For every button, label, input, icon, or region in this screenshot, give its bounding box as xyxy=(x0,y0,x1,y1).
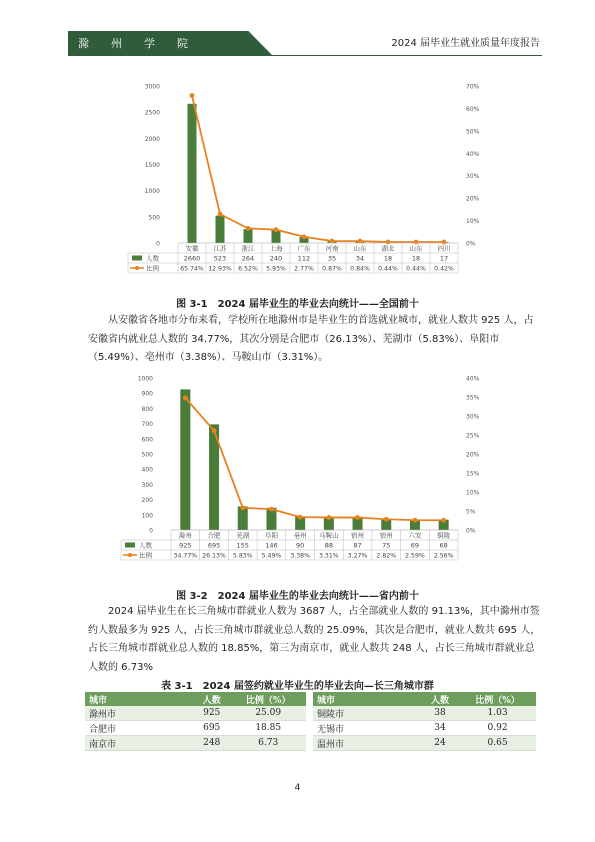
cell: 0.92 xyxy=(459,721,536,736)
ratio-point xyxy=(269,507,274,512)
y-right-tick-label: 30% xyxy=(466,173,480,181)
y-left-tick-label: 600 xyxy=(141,436,153,444)
y-left-tick-label: 0 xyxy=(156,240,160,248)
cell: 铜陵市 xyxy=(313,706,421,721)
ratio-data-label: 26.13% xyxy=(202,552,226,560)
ratio-data-label: 65.74% xyxy=(180,265,204,273)
y-right-tick-label: 0% xyxy=(466,527,476,535)
ratio-point xyxy=(441,518,446,523)
paragraph-anhui-distribution: 从安徽省各地市分布来看，学校所在地滁州市是毕业生的首选就业城市，就业人数共 925 人，占安徽省内就业总人数的 34.77%，其次分别是合肥市（26.13%）、芜湖市（5.83%）、阜阳市（5.49%）、亳州市（3.38%）、马鞍山市（3.31%）。 xyxy=(88,315,534,363)
ratio-data-label: 3.38% xyxy=(290,552,310,560)
page-number: 4 xyxy=(294,783,301,793)
y-left-tick-label: 1000 xyxy=(137,375,153,383)
category-label: 马鞍山 xyxy=(319,531,339,540)
ratio-data-label: 12.93% xyxy=(208,265,232,273)
count-data-label: 18 xyxy=(383,254,393,263)
y-left-tick-label: 500 xyxy=(148,214,160,222)
y-left-tick-label: 2000 xyxy=(144,135,160,143)
cell: 1.03 xyxy=(459,706,536,721)
count-data-label: 2660 xyxy=(183,254,201,263)
y-left-tick-label: 1000 xyxy=(144,188,160,196)
cell: 695 xyxy=(193,721,230,736)
category-label: 山东 xyxy=(409,244,423,253)
ratio-point xyxy=(355,515,360,520)
category-label: 滁州 xyxy=(178,531,192,540)
col-ratio: 比例（%） xyxy=(230,692,306,706)
y-right-tick-label: 10% xyxy=(466,218,480,226)
y-left-tick-label: 3000 xyxy=(144,83,160,91)
legend-ratio-label: 比例 xyxy=(139,551,152,560)
y-right-tick-label: 15% xyxy=(466,470,480,478)
cell: 18.85 xyxy=(230,721,306,736)
ratio-data-label: 5.83% xyxy=(232,552,253,560)
cell: 无锡市 xyxy=(313,721,421,736)
y-right-tick-label: 20% xyxy=(466,195,480,203)
ratio-data-label: 0.42% xyxy=(434,265,454,273)
table-row xyxy=(313,736,536,751)
y-left-tick-label: 100 xyxy=(141,512,153,520)
table-row xyxy=(313,706,536,721)
figure-3-1-caption: 图 3-1 2024 届毕业生的毕业去向统计——全国前十 xyxy=(176,299,419,310)
ratio-line xyxy=(185,398,443,520)
y-right-tick-label: 40% xyxy=(466,375,480,383)
cell: 38 xyxy=(421,706,459,721)
ratio-data-label: 0.44% xyxy=(378,265,398,273)
count-data-label: 240 xyxy=(269,254,283,263)
y-right-tick-label: 40% xyxy=(466,150,480,158)
cell: 24 xyxy=(421,736,459,751)
legend-count-label: 人数 xyxy=(146,254,159,263)
category-label: 浙江 xyxy=(241,244,255,253)
ratio-data-label: 0.87% xyxy=(322,265,342,273)
y-left-tick-label: 400 xyxy=(141,466,153,474)
count-data-label: 75 xyxy=(382,541,391,550)
col-city: 城市 xyxy=(313,692,421,706)
count-data-label: 264 xyxy=(241,254,255,263)
y-left-tick-label: 300 xyxy=(141,481,153,489)
table-row xyxy=(313,721,536,736)
category-label: 江苏 xyxy=(213,244,227,253)
y-left-tick-label: 0 xyxy=(149,527,153,535)
col-ratio: 比例（%） xyxy=(459,692,536,706)
y-right-tick-label: 60% xyxy=(466,105,480,113)
legend-ratio-marker xyxy=(128,553,132,557)
school-name: 滁州学院 xyxy=(78,37,210,50)
category-label: 湖北 xyxy=(381,244,395,253)
ratio-data-label: 5.49% xyxy=(261,552,282,560)
category-label: 宿州 xyxy=(379,531,393,540)
count-data-label: 146 xyxy=(265,541,278,550)
y-right-tick-label: 10% xyxy=(466,489,480,497)
table-3-1-caption: 表 3-1 2024 届签约就业毕业生的毕业去向—长三角城市群 xyxy=(161,681,434,692)
ratio-data-label: 2.59% xyxy=(405,552,425,560)
category-label: 阜阳 xyxy=(264,531,278,540)
table-row xyxy=(85,706,306,721)
col-count: 人数 xyxy=(193,692,230,706)
paragraph-yangtze-delta: 2024 届毕业生在长三角城市群就业人数为 3687 人，占全部就业人数的 91.13%，其中滁州市签约人数最多为 925 人，占长三角城市群就业总人数的 25.09%，其次是合肥市，就业人数共 695 人，占长三角城市群就业总人数的 18.85%，第三为南京市，就业人数共 248 人，占长三角城市群就业总人数的 6.73% xyxy=(88,606,541,673)
ratio-point xyxy=(298,515,303,520)
ratio-data-label: 5.93% xyxy=(266,265,286,273)
legend-count-label: 人数 xyxy=(139,541,152,550)
category-label: 六安 xyxy=(408,531,422,540)
col-city: 城市 xyxy=(85,692,193,706)
y-right-tick-label: 30% xyxy=(466,413,480,421)
count-data-label: 17 xyxy=(439,254,449,263)
bar xyxy=(180,389,190,530)
y-right-tick-label: 35% xyxy=(466,394,480,402)
count-data-label: 69 xyxy=(410,541,420,550)
category-label: 山东 xyxy=(353,244,367,253)
category-label: 河南 xyxy=(325,244,339,253)
cell: 248 xyxy=(193,736,230,751)
y-left-tick-label: 700 xyxy=(141,421,153,429)
ratio-data-label: 6.52% xyxy=(238,265,258,273)
count-data-label: 112 xyxy=(297,254,311,263)
report-title: 2024 届毕业生就业质量年度报告 xyxy=(391,38,540,49)
ratio-point xyxy=(240,505,245,510)
count-data-label: 523 xyxy=(213,254,227,263)
category-label: 广东 xyxy=(297,244,311,253)
ratio-data-label: 3.27% xyxy=(347,552,368,560)
count-data-label: 35 xyxy=(327,254,337,263)
cell: 滁州市 xyxy=(85,706,193,721)
category-label: 上海 xyxy=(269,244,283,253)
category-label: 合肥 xyxy=(207,531,221,540)
y-left-tick-label: 900 xyxy=(141,390,153,398)
cell: 25.09 xyxy=(230,706,306,721)
ratio-data-label: 0.44% xyxy=(406,265,426,273)
y-left-tick-label: 2500 xyxy=(144,109,160,117)
count-data-label: 88 xyxy=(324,541,333,550)
category-label: 铜陵 xyxy=(437,531,451,540)
ratio-data-label: 34.77% xyxy=(173,552,198,560)
count-data-label: 90 xyxy=(296,541,305,550)
legend-count-swatch xyxy=(125,543,135,548)
category-label: 四川 xyxy=(437,244,451,253)
y-left-tick-label: 500 xyxy=(141,451,153,459)
category-label: 宿州 xyxy=(351,531,365,540)
col-count: 人数 xyxy=(421,692,459,706)
ratio-point xyxy=(212,428,217,433)
y-right-tick-label: 0% xyxy=(466,240,476,248)
y-left-tick-label: 1500 xyxy=(144,162,160,169)
cell: 0.65 xyxy=(459,736,536,751)
y-right-tick-label: 5% xyxy=(466,508,476,516)
cell: 南京市 xyxy=(85,736,193,751)
ratio-data-label: 2.56% xyxy=(433,552,454,560)
legend-ratio-label: 比例 xyxy=(146,264,159,273)
count-data-label: 34 xyxy=(355,254,365,263)
count-data-label: 155 xyxy=(236,541,249,550)
table-row xyxy=(85,736,306,751)
ratio-point xyxy=(413,518,418,523)
cell: 合肥市 xyxy=(85,721,193,736)
ratio-point xyxy=(326,515,331,520)
ratio-point xyxy=(384,517,389,522)
table-row xyxy=(85,721,306,736)
count-data-label: 695 xyxy=(207,541,221,550)
table-right xyxy=(313,692,536,751)
count-data-label: 925 xyxy=(179,541,192,550)
cell: 6.73 xyxy=(230,736,306,751)
count-data-label: 68 xyxy=(439,541,448,550)
y-left-tick-label: 200 xyxy=(141,497,153,505)
category-label: 亳州 xyxy=(293,531,307,540)
y-right-tick-label: 50% xyxy=(466,128,480,136)
ratio-data-label: 2.77% xyxy=(294,265,314,273)
ratio-data-label: 0.84% xyxy=(350,265,370,273)
category-label: 芜湖 xyxy=(236,531,250,540)
count-data-label: 87 xyxy=(353,541,362,550)
y-right-tick-label: 20% xyxy=(466,451,480,459)
count-data-label: 18 xyxy=(411,254,421,263)
category-label: 安徽 xyxy=(185,244,199,253)
y-right-tick-label: 70% xyxy=(466,83,480,91)
cell: 34 xyxy=(421,721,459,736)
figure-3-2-caption: 图 3-2 2024 届毕业生的毕业去向统计——省内前十 xyxy=(176,591,419,602)
y-right-tick-label: 25% xyxy=(466,432,480,440)
ratio-point xyxy=(183,395,188,400)
ratio-data-label: 3.31% xyxy=(319,552,339,560)
ratio-data-label: 2.82% xyxy=(376,552,397,560)
table-left xyxy=(85,692,306,751)
y-left-tick-label: 800 xyxy=(141,405,153,413)
cell: 925 xyxy=(193,706,230,721)
cell: 温州市 xyxy=(313,736,421,751)
